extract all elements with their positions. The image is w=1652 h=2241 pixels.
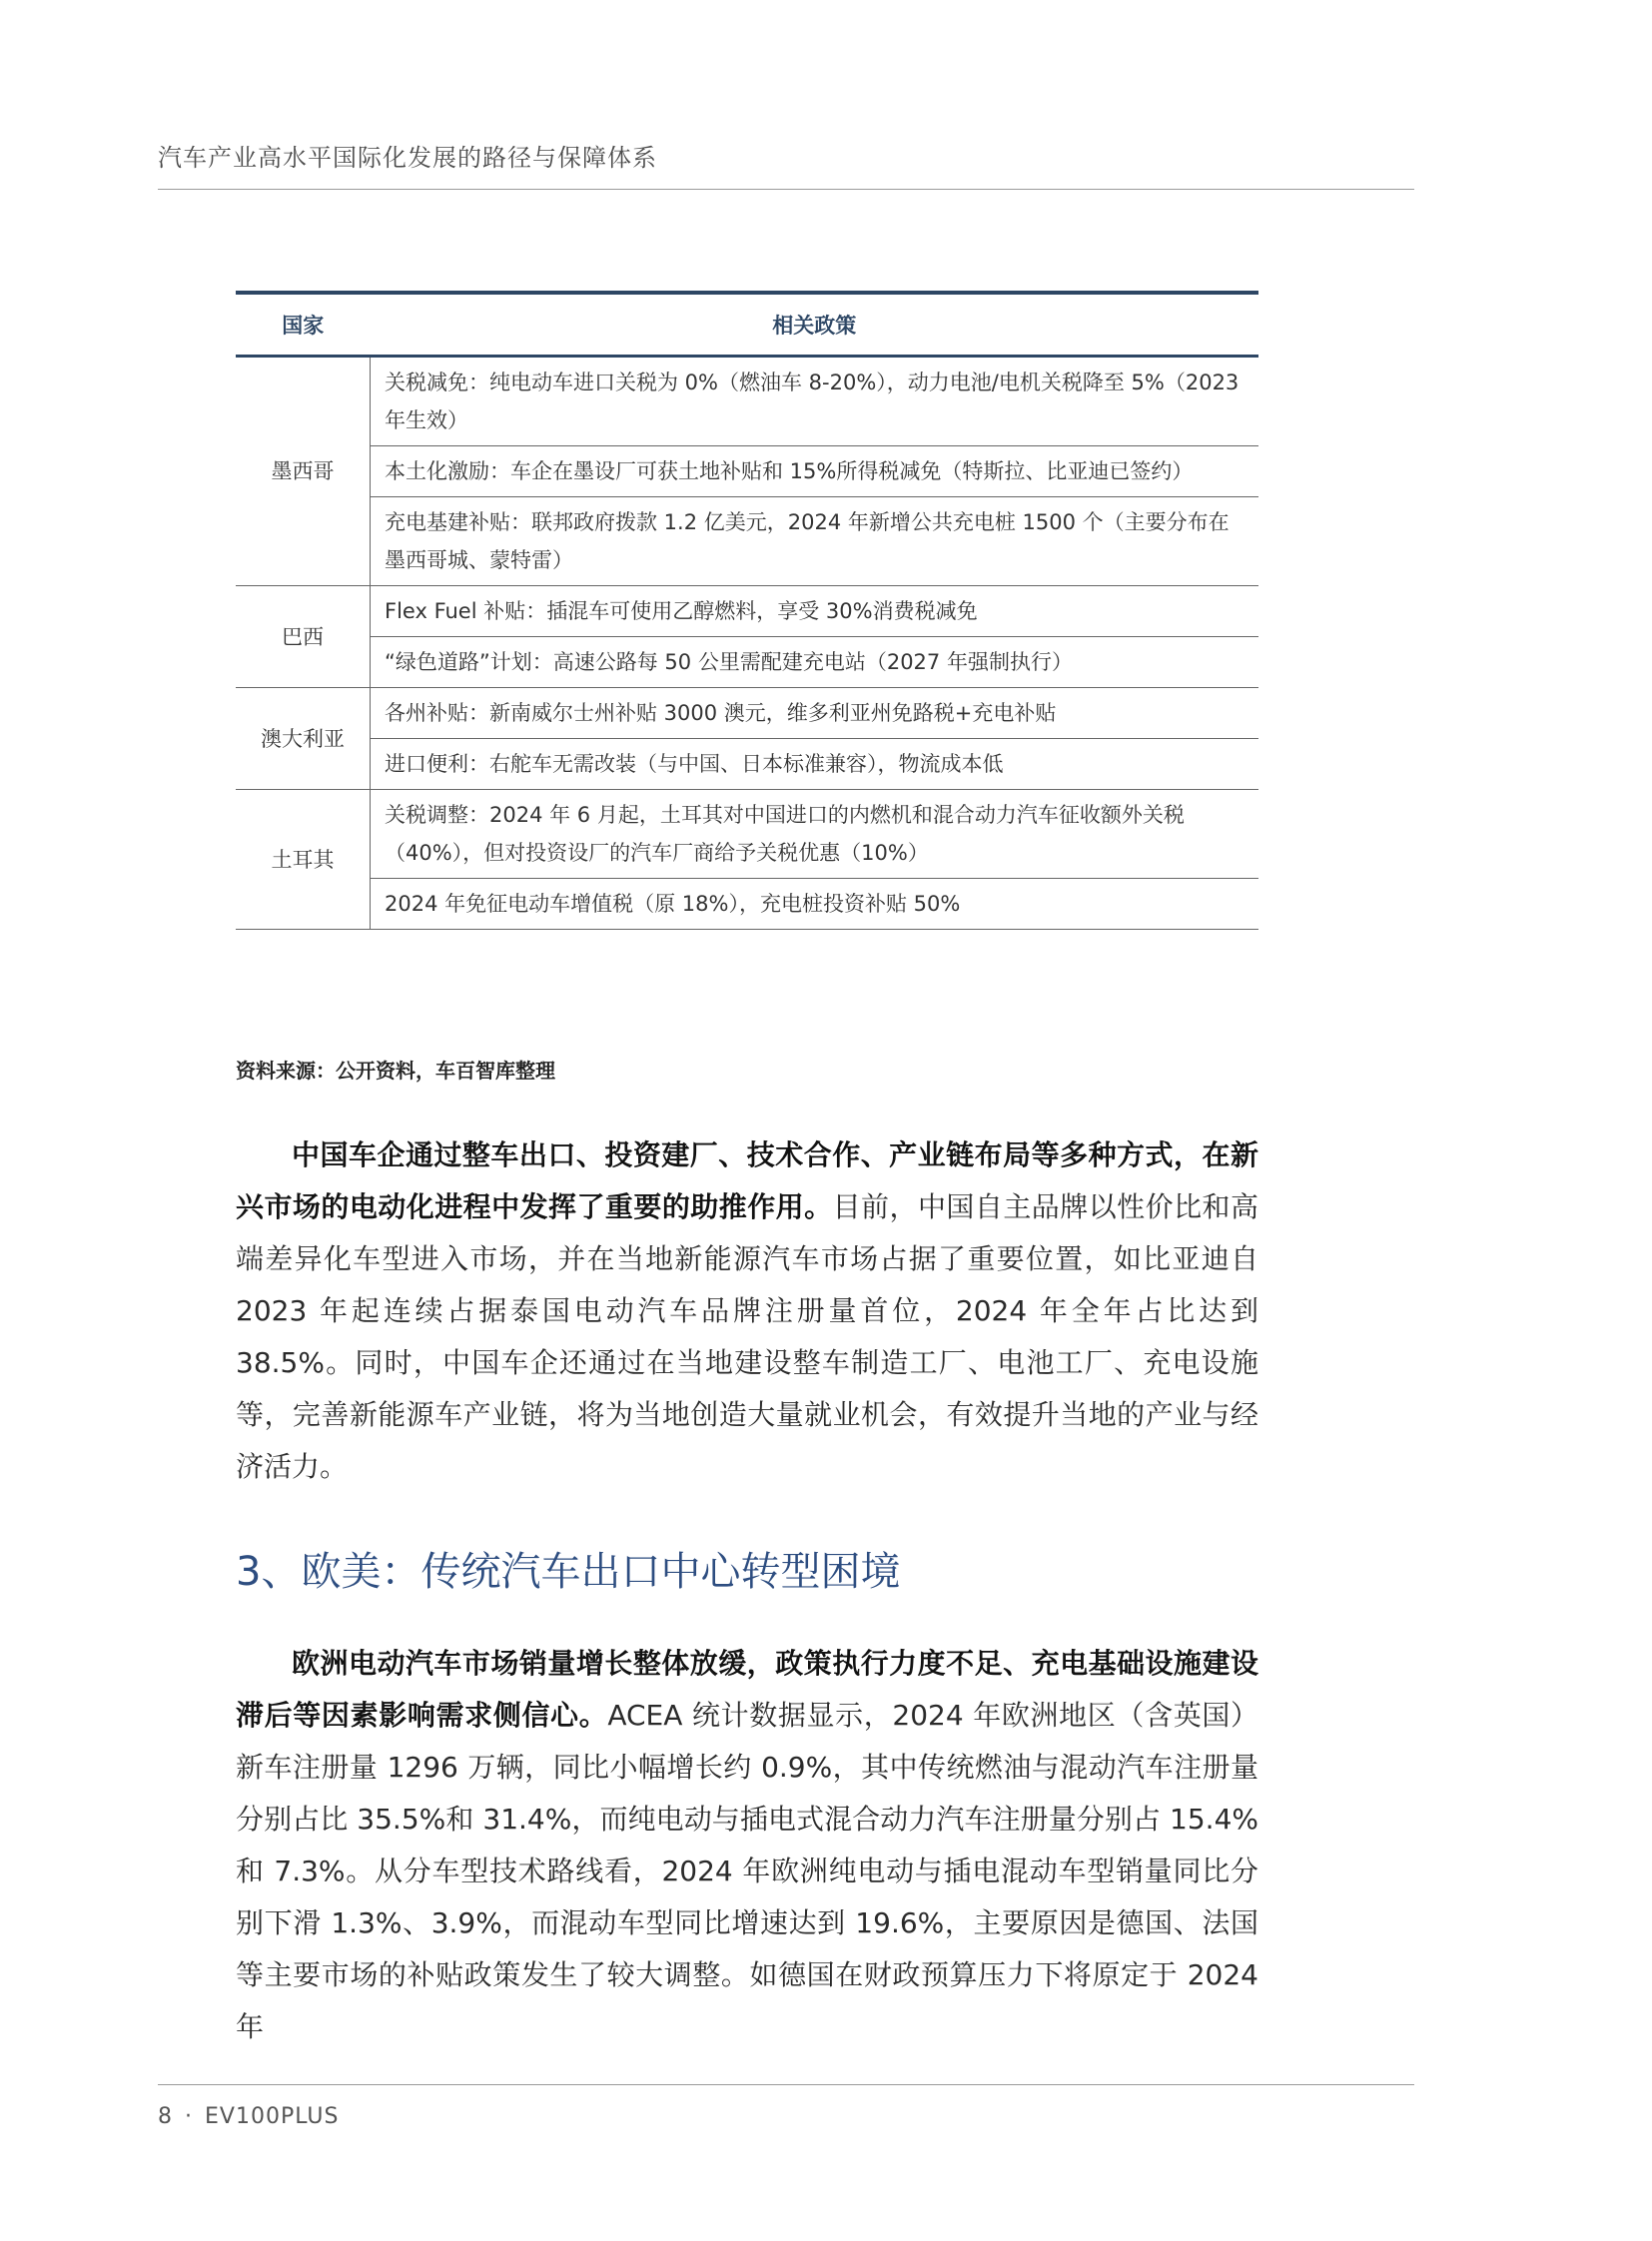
table-row — [236, 688, 1258, 739]
policy-cell: “绿色道路”计划：高速公路每 50 公里需配建充电站（2027 年强制执行） — [371, 637, 1259, 688]
policy-cell: 充电基建补贴：联邦政府拨款 1.2 亿美元，2024 年新增公共充电桩 1500 个（主要分布在墨西哥城、蒙特雷） — [371, 497, 1259, 586]
paragraph-lead: 中国车企通过整车出口、投资建厂、技术合作、产业链布局等多种方式，在新兴市场的电动化进程中发挥了重要的助推作用。 — [236, 1138, 1258, 1223]
table-row — [236, 637, 1258, 688]
policy-cell: 本土化激励：车企在墨设厂可获土地补贴和 15%所得税减免（特斯拉、比亚迪已签约） — [371, 446, 1259, 497]
table-row — [236, 790, 1258, 879]
paragraph-body: 目前，中国自主品牌以性价比和高端差异化车型进入市场，并在当地新能源汽车市场占据了重要位置，如比亚迪自 2023 年起连续占据泰国电动汽车品牌注册量首位，2024 年全年占比达到 38.5%。同时，中国车企还通过在当地建设整车制造工厂、电池工厂、充电设施等，完善新能源车产业链，将为当地创造大量就业机会，有效提升当地的产业与经济活力。 — [236, 1190, 1258, 1483]
table-row — [236, 357, 1258, 446]
policy-table — [236, 291, 1258, 930]
policy-cell: Flex Fuel 补贴：插混车可使用乙醇燃料，享受 30%消费税减免 — [371, 586, 1259, 637]
column-header-policy: 相关政策 — [371, 293, 1259, 357]
policy-cell: 关税调整：2024 年 6 月起，土耳其对中国进口的内燃机和混合动力汽车征收额外关税（40%），但对投资设厂的汽车厂商给予关税优惠（10%） — [371, 790, 1259, 879]
table-source-note: 资料来源：公开资料，车百智库整理 — [236, 1059, 555, 1083]
running-header: 汽车产业高水平国际化发展的路径与保障体系 — [158, 144, 657, 172]
country-cell-turkey: 土耳其 — [236, 790, 371, 930]
section-heading: 3、欧美：传统汽车出口中心转型困境 — [236, 1549, 901, 1595]
body-paragraph-2 — [236, 1638, 1258, 2053]
table-row — [236, 879, 1258, 930]
paragraph-body: ACEA 统计数据显示，2024 年欧洲地区（含英国）新车注册量 1296 万辆，同比小幅增长约 0.9%，其中传统燃油与混动汽车注册量分别占比 35.5%和 31.4%，而纯电动与插电式混合动力汽车注册量分别占 15.4%和 7.3%。从分车型技术路线看，2024 年欧洲纯电动与插电混动车型销量同比分别下滑 1.3%、3.9%，而混动车型同比增速达到 19.6%，主要原因是德国、法国等主要市场的补贴政策发生了较大调整。如德国在财政预算压力下将原定于 2024 年 — [236, 1699, 1258, 2043]
table-row — [236, 739, 1258, 790]
table-row — [236, 586, 1258, 637]
footer-brand: EV100PLUS — [205, 2104, 340, 2129]
page-footer — [158, 2104, 339, 2129]
footer-separator: · — [185, 2104, 193, 2129]
country-cell-brazil: 巴西 — [236, 586, 371, 688]
policy-cell: 关税减免：纯电动车进口关税为 0%（燃油车 8-20%），动力电池/电机关税降至 5%（2023 年生效） — [371, 357, 1259, 446]
policy-cell: 进口便利：右舵车无需改装（与中国、日本标准兼容），物流成本低 — [371, 739, 1259, 790]
body-paragraph-1 — [236, 1129, 1258, 1493]
table-row — [236, 446, 1258, 497]
policy-cell: 2024 年免征电动车增值税（原 18%），充电桩投资补贴 50% — [371, 879, 1259, 930]
footer-rule — [158, 2084, 1414, 2085]
header-rule — [158, 189, 1414, 190]
country-cell-australia: 澳大利亚 — [236, 688, 371, 790]
column-header-country: 国家 — [236, 293, 371, 357]
policy-cell: 各州补贴：新南威尔士州补贴 3000 澳元，维多利亚州免路税+充电补贴 — [371, 688, 1259, 739]
table-row — [236, 497, 1258, 586]
paragraph-lead: 欧洲电动汽车市场销量增长整体放缓，政策执行力度不足、充电基础设施建设滞后等因素影响需求侧信心。 — [236, 1647, 1258, 1732]
country-cell-mexico: 墨西哥 — [236, 357, 371, 586]
page-number: 8 — [158, 2104, 173, 2129]
